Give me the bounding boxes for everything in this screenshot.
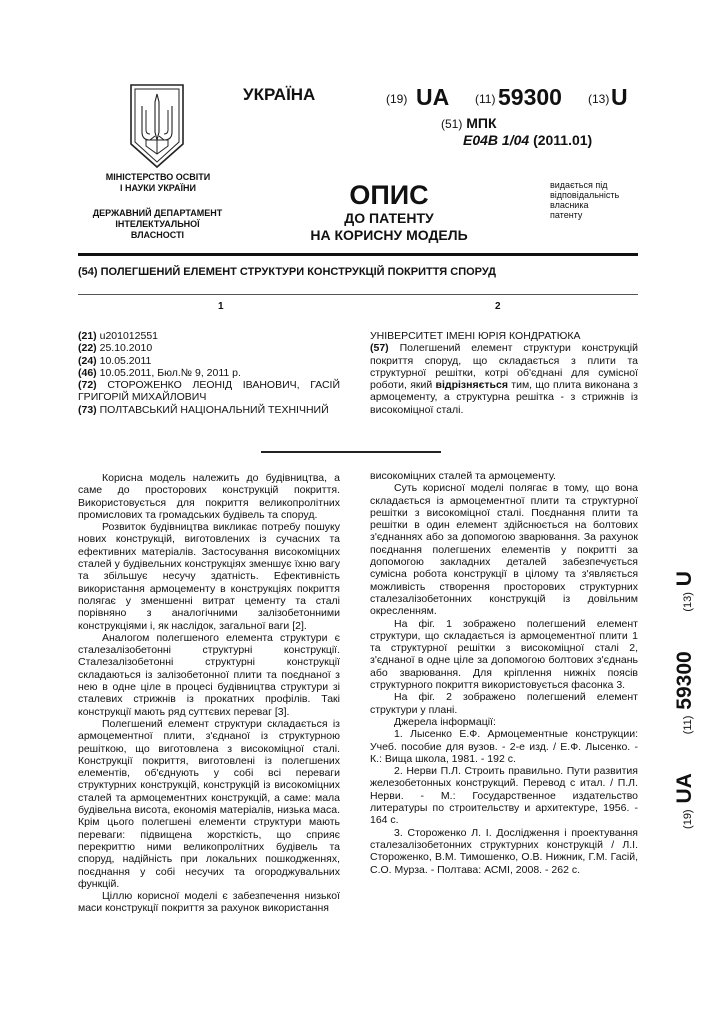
inid-code-19: (19) xyxy=(682,809,694,829)
bibliographic-data xyxy=(78,330,340,416)
inid-code-51: (51) xyxy=(441,117,463,131)
field-24 xyxy=(78,355,340,367)
description-column-2 xyxy=(370,470,638,876)
subheading-line-1: ДО ПАТЕНТУ xyxy=(344,210,434,226)
country-code: UA xyxy=(673,773,696,804)
inid-code-54: (54) xyxy=(78,266,98,278)
column-number-2: 2 xyxy=(495,301,501,312)
inid-code: (24) xyxy=(78,354,97,367)
inid-code: (73) xyxy=(78,403,97,416)
department-line-3: ВЛАСНОСТІ xyxy=(130,230,185,240)
ipc-classification xyxy=(463,132,592,148)
owner-line-2: УНІВЕРСИТЕТ ІМЕНІ ЮРІЯ КОНДРАТЮКА xyxy=(370,330,581,342)
patent-number: 59300 xyxy=(498,84,562,110)
abstract-text-end: тим, що плита виконана з армоцементу, а структурна решітка - з стрижнів із високоміцної сталі. xyxy=(370,379,638,416)
abstract-emphasis: відрізняється xyxy=(435,379,508,392)
inventors-line-2: ГРИГОРІЙ МИХАЙЛОВИЧ xyxy=(78,391,207,404)
publication-date: 10.05.2011, Бюл.№ 9, 2011 р. xyxy=(99,366,241,379)
inid-code: (46) xyxy=(78,366,97,379)
inid-code-19: (19) xyxy=(386,92,408,106)
country-name: УКРАЇНА xyxy=(243,85,316,104)
department-name xyxy=(80,208,235,241)
field-73 xyxy=(78,404,340,416)
inid-code: (72) xyxy=(78,379,97,392)
patent-number: 59300 xyxy=(673,651,696,710)
inid-code-13: (13) xyxy=(588,92,610,106)
paragraph: Аналогом полегшеного елемента структури є сталезалізобетонні структурні конструкції. Сталезалізобетонні структурні конструкції складаються із залізобетонної плити та поєднаної з нею в одне ціле в процесі будівництва структури зі сталевих стрижнів із прокатних профілів. Такі конструкції мають ряд суттєвих переваг [3]. xyxy=(78,631,340,718)
title-text: ПОЛЕГШЕНИЙ ЕЛЕМЕНТ СТРУКТУРИ КОНСТРУКЦІЙ ПОКРИТТЯ СПОРУД xyxy=(100,266,496,278)
filing-date: 25.10.2010 xyxy=(99,342,153,355)
reference-item: 2. Нерви П.Л. Строить правильно. Пути развития железобетонных конструкций. Перевод с итал. / П.Л. Нерви. - М.: Государственное издательство литературы по строительству и архитектуре, 1956. - 164 с. xyxy=(370,765,638,827)
subheading-line-2: НА КОРИСНУ МОДЕЛЬ xyxy=(310,227,468,243)
ipc-label xyxy=(441,115,497,131)
paragraph: Корисна модель належить до будівництва, а саме до просторових конструкцій покриття. Використовується для покриття великопролітних промислових та громадських будівель та споруд. xyxy=(78,472,340,521)
mpk-label: МПК xyxy=(466,115,497,131)
ministry-name xyxy=(88,172,228,194)
issued-note-line: відповідальність xyxy=(550,190,620,200)
issued-note xyxy=(550,180,630,220)
reference-item: 3. Стороженко Л. І. Дослідження і проектування сталезалізобетонних структурних конструкцій / Л.І. Стороженко, В.М. Тимошенко, О.В. Нижник, Г.М. Гасій, С.О. Мурза. - Полтава: АСМІ, 2008. - 262 с. xyxy=(370,826,638,876)
inid-code: (21) xyxy=(78,330,97,342)
paragraph: Розвиток будівництва викликає потребу пошуку нових конструкцій, виготовлених із сучасних та ефективних матеріалів. Застосування високоміцних сталей у будівельних конструкціях зменшує їхню вагу та збільшує несучу здатність. Ефективність використання армоцементу в конструкціях покриття полягає у зменшенні витрат цементу та сталі порівняно з аналогічними залізобетонними конструкціями і, як наслідок, загальної ваги [2]. xyxy=(78,521,340,632)
paragraph: високоміцних сталей та армоцементу. xyxy=(370,470,556,482)
inid-code-57: (57) xyxy=(370,342,389,355)
abstract xyxy=(370,330,638,416)
vertical-stamp-text xyxy=(673,571,697,829)
department-line-2: ІНТЕЛЕКТУАЛЬНОЇ xyxy=(115,219,200,229)
effective-date: 10.05.2011 xyxy=(99,354,152,367)
issued-note-line: патенту xyxy=(550,210,583,220)
ipc-class: E04B 1/04 xyxy=(463,132,530,148)
paragraph: На фіг. 1 зображено полегшений елемент структури, що складається із армоцементної плити 1 та структурної решітки з високоміцної сталі 2, з'єднаної в одне ціле за допомогою болтових з'єднань або зварювання. Для кріплення нижніх поясів структурного покриття використовується фасонка 3. xyxy=(370,617,638,692)
invention-title xyxy=(78,266,496,278)
abstract-text xyxy=(370,342,638,416)
trident-coat-of-arms-icon xyxy=(128,82,186,170)
paragraph: Суть корисної моделі полягає в тому, що вона складається із армоцементної плити та структурної решітки з високоміцної сталі. Поєднання плити та решітки в один елемент здійснюється на болтових з'єднаннях або за допомогою зварювання. За рахунок поєднання полегшених елементів у покритті за допомогою закладних деталей забезпечується сумісна робота конструкції в цілому та з'являється можливість створення просторових структурних сталезалізобетонних конструкцій із довільним окресленням. xyxy=(370,482,638,618)
department-line-1: ДЕРЖАВНИЙ ДЕПАРТАМЕНТ xyxy=(92,208,223,218)
ministry-line-2: І НАУКИ УКРАЇНИ xyxy=(120,183,196,193)
abstract-text-start: Полегшений елемент структури конструкцій покриття споруд, що складається з плити та структурної решітки, котрі об'єднані для сумісної роботи, який xyxy=(370,342,638,392)
inid-code: (22) xyxy=(78,342,97,355)
owner-line-1: ПОЛТАВСЬКИЙ НАЦІОНАЛЬНИЙ ТЕХНІЧНИЙ xyxy=(99,403,329,416)
field-72 xyxy=(78,379,340,391)
paragraph: На фіг. 2 зображено полегшений елемент структури у плані. xyxy=(370,691,638,716)
document-heading: ОПИС xyxy=(349,180,429,210)
inventors-line-1: СТОРОЖЕНКО ЛЕОНІД ІВАНОВИЧ, ГАСІЙ xyxy=(107,379,340,392)
document-kind: U xyxy=(673,571,696,587)
vertical-patent-stamp xyxy=(655,571,715,829)
field-22 xyxy=(78,342,340,354)
description-column-1 xyxy=(78,472,340,915)
issued-note-line: видається під xyxy=(550,180,608,190)
country-code: UA xyxy=(416,84,450,110)
paragraph: Ціллю корисної моделі є забезпечення низької маси конструкції покриття за рахунок використання xyxy=(78,890,340,915)
reference-item: 1. Лысенко Е.Ф. Армоцементные конструкции: Учеб. пособие для вузов. - 2-е изд. / Е.Ф. Лысенко. - К.: Вища школа, 1981. - 192 с. xyxy=(370,728,638,765)
field-21 xyxy=(78,330,340,342)
application-number: u201012551 xyxy=(99,330,159,342)
inid-code-13: (13) xyxy=(682,592,694,612)
paragraph: Полегшений елемент структури складається із армоцементної плити, з'єднаної із структурною решіткою, що виготовлена з високоміцної сталі. Конструкції покриття, виготовлені із полегшених елементів, об'єднують у собі всі переваги структурних конструкцій, конструкцій із високоміцних сталей та армоцементних конструкцій, а саме: мала будівельна висота, економія матеріалів, низька маса. Крім цього полегшені елементи структури мають переваги: підвищена жорсткість, що сприяє перекриттю ними великопролітних будівель та споруд, надійність при локальних пошкодженнях, поєднання у собі несучих та огороджувальних функцій. xyxy=(78,717,340,890)
document-kind: U xyxy=(611,84,628,110)
ipc-version: (2011.01) xyxy=(533,132,593,148)
document-subheading xyxy=(290,210,488,244)
ministry-line-1: МІНІСТЕРСТВО ОСВІТИ xyxy=(105,172,211,182)
inid-code-11: (11) xyxy=(475,92,496,106)
inid-code-11: (11) xyxy=(682,715,694,735)
sources-heading: Джерела інформації: xyxy=(394,715,496,728)
abstract-divider xyxy=(261,451,441,453)
title-divider xyxy=(78,294,638,295)
issued-note-line: власника xyxy=(550,200,589,210)
field-46 xyxy=(78,367,340,379)
column-number-1: 1 xyxy=(218,301,224,312)
header-divider xyxy=(78,253,638,256)
